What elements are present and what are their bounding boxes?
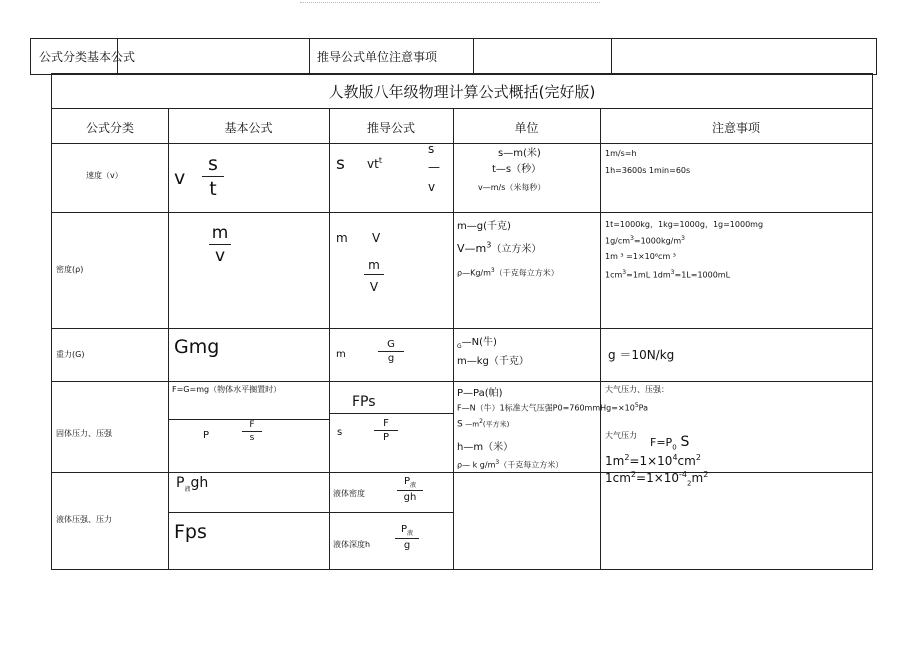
solid-note-2-f: F=P (650, 436, 673, 449)
density-note-4-sup: 3 (622, 269, 627, 276)
speed-unit-t: t—s（秒） (492, 164, 542, 175)
col-header-basic: 基本公式 (224, 121, 273, 135)
liquid-depth-fraction (395, 524, 419, 551)
speed-derived-vt (367, 156, 382, 171)
gravity-derived-num: G (387, 339, 395, 350)
solid-p-num: F (249, 420, 255, 430)
speed-note-1: 1m/s=h (605, 149, 637, 158)
density-note-2 (605, 235, 685, 246)
col-header-notes: 注意事项 (711, 121, 760, 135)
density-v: v (214, 246, 226, 266)
density-derived-m: m (336, 231, 348, 245)
solid-unit-p: P—Pa(帕) (457, 388, 503, 399)
speed-fraction (202, 153, 224, 200)
gravity-note: g ＝10N/kg (608, 348, 675, 362)
solid-unit-f-sup: 5 (634, 402, 639, 409)
density-note-2-sup2: 3 (681, 235, 685, 242)
speed-v: v (174, 167, 186, 189)
density-unit-rho-sup: 3 (490, 267, 495, 274)
solid-note-4-a: 1cm (605, 471, 631, 485)
gravity-unit-g-sub: G (457, 343, 462, 350)
density-note-4-a: 1cm (605, 270, 623, 280)
solid-unit-s-sup: 2 (479, 418, 483, 425)
col-header-derived: 推导公式 (366, 121, 415, 135)
solid-note-4-b: =1×10 (636, 471, 680, 485)
solid-unit-rho-desc: （千克每立方米） (499, 460, 564, 470)
liquid-depth-num (401, 524, 413, 535)
solid-note-3-sup3: 2 (695, 453, 701, 462)
solid-unit-f-end: Pa (638, 403, 649, 413)
liquid-depth-label: 液体深度h (333, 540, 371, 549)
density-derived-V: V (372, 231, 381, 245)
density-fraction-bar (209, 244, 231, 245)
top-header-table (30, 38, 877, 75)
speed-label: 速度（v） (86, 171, 123, 180)
liquid-depth-bar (395, 538, 419, 539)
solid-label: 固体压力、压强 (56, 429, 112, 438)
solid-unit-s-m: —m (465, 420, 480, 429)
solid-note-4-sup2: -4 (679, 470, 688, 479)
solid-note-1: 大气压力、压强： (605, 385, 669, 394)
liquid-pgh-rest: gh (190, 475, 209, 491)
density-unit-rho-text: ρ—Kg/m (457, 268, 491, 278)
gravity-derived-fraction (378, 339, 404, 364)
speed-note-2: 1h=3600s 1min=60s (605, 166, 691, 175)
solid-derived-num: F (383, 418, 389, 429)
solid-note-3-c: cm (677, 454, 696, 468)
speed-s: s (208, 153, 218, 175)
liquid-density-bar (397, 490, 423, 491)
solid-note-3-b: =1×10 (629, 454, 673, 468)
speed-derived-vt-text: vt (367, 157, 379, 171)
liquid-depth-num-p: P (400, 524, 407, 535)
gravity-label: 重力(G) (56, 350, 85, 359)
liquid-label: 液体压强、压力 (56, 515, 112, 524)
speed-derived-dash: — (428, 160, 440, 174)
top-header-mid: 推导公式单位注意事项 (317, 50, 438, 64)
liquid-density-num (404, 476, 416, 487)
solid-derived-bar (374, 430, 398, 431)
speed-derived-num: s (428, 142, 435, 156)
gravity-unit-m: m—kg（千克） (457, 356, 529, 367)
density-note-2-b: =1000kg/m (633, 236, 682, 246)
density-note-2-a: 1g/cm (605, 236, 631, 246)
density-note-4-sup2: 3 (670, 269, 675, 276)
speed-derived-vt-sup: t (378, 156, 382, 165)
solid-unit-h: h—m（米） (457, 442, 514, 453)
liquid-fps: Fps (174, 521, 207, 543)
density-note-2-sup: 3 (630, 235, 634, 242)
solid-note-2-formula (650, 434, 689, 451)
solid-unit-rho-sup: 3 (495, 459, 500, 466)
density-derived-den: V (369, 280, 379, 294)
solid-unit-s (457, 418, 509, 430)
speed-unit-s: s—m(米) (498, 148, 541, 159)
solid-derived-fraction (374, 418, 398, 443)
gravity-unit-g-text: —N(牛) (461, 337, 497, 348)
solid-p-bar (242, 431, 262, 432)
formula-table (51, 73, 873, 570)
liquid-density-num-p: P (403, 476, 410, 487)
liquid-depth-den: g (403, 540, 411, 551)
density-unit-rho (457, 267, 559, 279)
liquid-pgh-sub: 液 (184, 485, 191, 493)
density-fraction (209, 223, 231, 266)
density-note-4 (605, 269, 730, 280)
density-note-4-c: =1L=1000mL (674, 270, 731, 280)
solid-note-2-s: S (680, 434, 690, 450)
col-header-unit: 单位 (514, 121, 539, 135)
speed-derived-den: v (428, 180, 436, 194)
solid-unit-rho-text: ρ— k g/m (457, 460, 496, 470)
gravity-unit-g (457, 333, 497, 350)
liquid-density-fraction (397, 476, 423, 503)
density-derived-num: m (368, 258, 380, 272)
solid-derived-s: s (337, 427, 343, 438)
solid-derived-den: P (382, 432, 390, 443)
density-m: m (211, 223, 229, 243)
liquid-pgh (176, 475, 208, 493)
solid-note-2-f-sub: 0 (672, 443, 677, 452)
solid-formula-f: F=G=mg（物体水平搁置时） (172, 385, 282, 394)
density-note-1: 1t=1000kg，1kg=1000g，1g=1000mg (605, 220, 764, 229)
density-label: 密度(ρ) (56, 265, 84, 274)
liquid-depth-num-sub: 液 (407, 530, 414, 537)
solid-unit-rho (457, 459, 563, 471)
gravity-derived-m: m (336, 349, 346, 360)
liquid-pgh-p: P (176, 475, 185, 491)
density-derived-bar (364, 274, 384, 275)
solid-note-3-sup2: 4 (672, 453, 678, 462)
page-top-strip (300, 0, 600, 3)
density-derived-fraction (364, 254, 384, 295)
density-unit-m: m—g(千克) (457, 221, 511, 232)
solid-fps: FPs (352, 394, 376, 410)
speed-derived-s: s (336, 154, 345, 174)
solid-note-3 (605, 453, 701, 468)
solid-note-4-sup: 2 (630, 470, 637, 479)
solid-unit-s-sym: S (457, 419, 463, 430)
density-unit-v-text: V—m (457, 242, 487, 255)
solid-note-3-sup: 2 (624, 453, 630, 462)
density-note-4-b: =1mL 1dm (626, 270, 671, 280)
density-unit-v-desc: （立方米） (491, 244, 542, 255)
solid-p-fraction (242, 420, 262, 443)
speed-fraction-bar (202, 176, 224, 177)
liquid-density-label: 液体密度 (333, 489, 365, 498)
speed-t: t (209, 178, 217, 200)
table-title: 人教版八年级物理计算公式概括(完好版) (328, 83, 596, 101)
solid-note-3-a: 1m (605, 454, 625, 468)
solid-note-4-sup3: 2 (703, 470, 709, 479)
solid-unit-f-text: F—N（牛）1标准大气压强P0=760mmHg=×10 (457, 403, 635, 413)
density-unit-v (457, 240, 541, 255)
solid-p-den: s (249, 433, 255, 443)
solid-note-4-c: m (691, 471, 704, 485)
density-unit-v-sup: 3 (486, 240, 492, 250)
solid-unit-f (457, 402, 648, 414)
liquid-density-num-sub: 液 (410, 482, 417, 489)
gravity-derived-bar (378, 351, 404, 352)
col-header-category: 公式分类 (85, 121, 134, 135)
speed-unit-v: v—m/s（米每秒） (478, 183, 546, 192)
solid-unit-s-desc: (平方米) (482, 420, 510, 429)
solid-note-2: 大气压力 (605, 431, 637, 440)
top-header-left: 公式分类基本公式 (39, 50, 136, 64)
solid-note-4 (605, 470, 708, 487)
density-note-3: 1m ³ =1×10⁶cm ³ (605, 252, 676, 261)
density-unit-rho-desc: （千克每立方米） (494, 268, 559, 278)
solid-note-4-sub: 2 (687, 479, 692, 488)
solid-p-symbol: P (203, 430, 210, 441)
gravity-formula: Gmg (174, 336, 220, 358)
liquid-density-den: gh (403, 492, 417, 503)
gravity-derived-den: g (387, 353, 395, 364)
